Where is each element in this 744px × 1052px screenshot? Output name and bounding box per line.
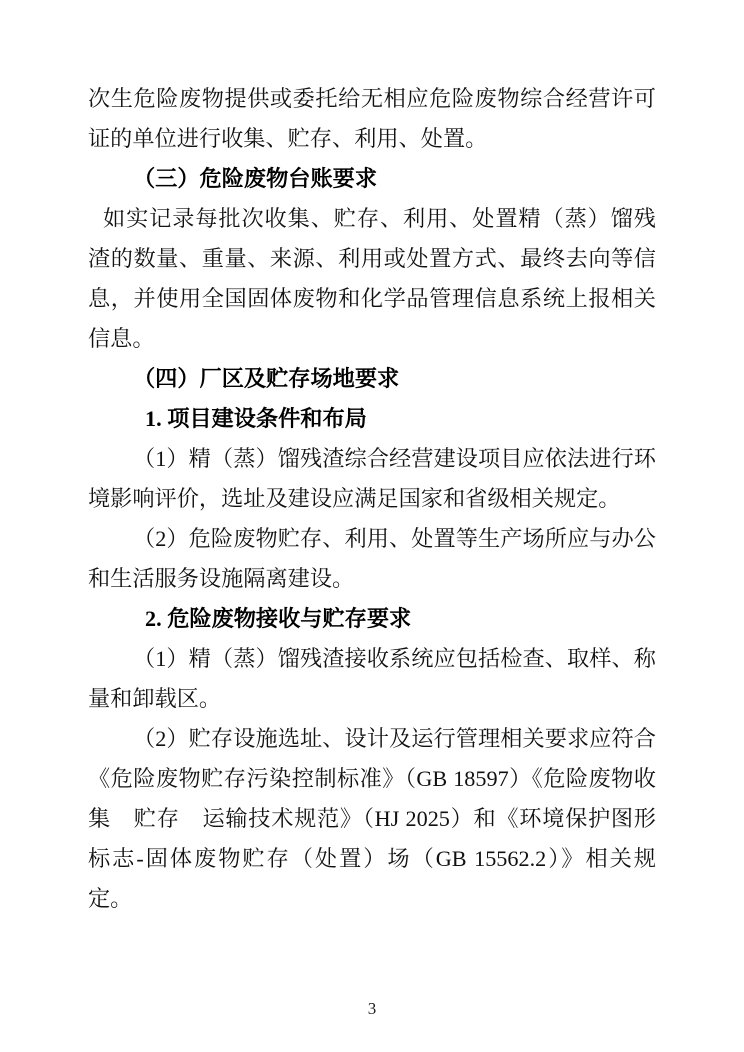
paragraph: （2）贮存设施选址、设计及运行管理相关要求应符合《危险废物贮存污染控制标准》（GB 18597）《危险废物收集 贮存 运输技术规范》（HJ 2025）和《环境保护图形标志-固体废物贮存（处置）场（GB 15562.2）》相关规定。 (88, 726, 656, 911)
section-heading: （三）危险废物台账要求 (133, 166, 378, 191)
section-heading: 1. 项目建设条件和布局 (145, 406, 367, 431)
paragraph: （1）精（蒸）馏残渣综合经营建设项目应依法进行环境影响评价，选址及建设应满足国家和省级相关规定。 (88, 446, 656, 511)
paragraph: （1）精（蒸）馏残渣接收系统应包括检查、取样、称量和卸载区。 (88, 646, 656, 711)
page-number: 3 (367, 999, 377, 1018)
page-footer (0, 998, 744, 1020)
paragraph: 如实记录每批次收集、贮存、利用、处置精（蒸）馏残渣的数量、重量、来源、利用或处置方式、最终去向等信息，并使用全国固体废物和化学品管理信息系统上报相关信息。 (88, 206, 656, 351)
page-body (88, 79, 656, 919)
section-heading: （四）厂区及贮存场地要求 (133, 366, 400, 391)
paragraph: 次生危险废物提供或委托给无相应危险废物综合经营许可证的单位进行收集、贮存、利用、处置。 (88, 86, 656, 151)
section-heading: 2. 危险废物接收与贮存要求 (145, 606, 412, 631)
paragraph: （2）危险废物贮存、利用、处置等生产场所应与办公和生活服务设施隔离建设。 (88, 526, 656, 591)
